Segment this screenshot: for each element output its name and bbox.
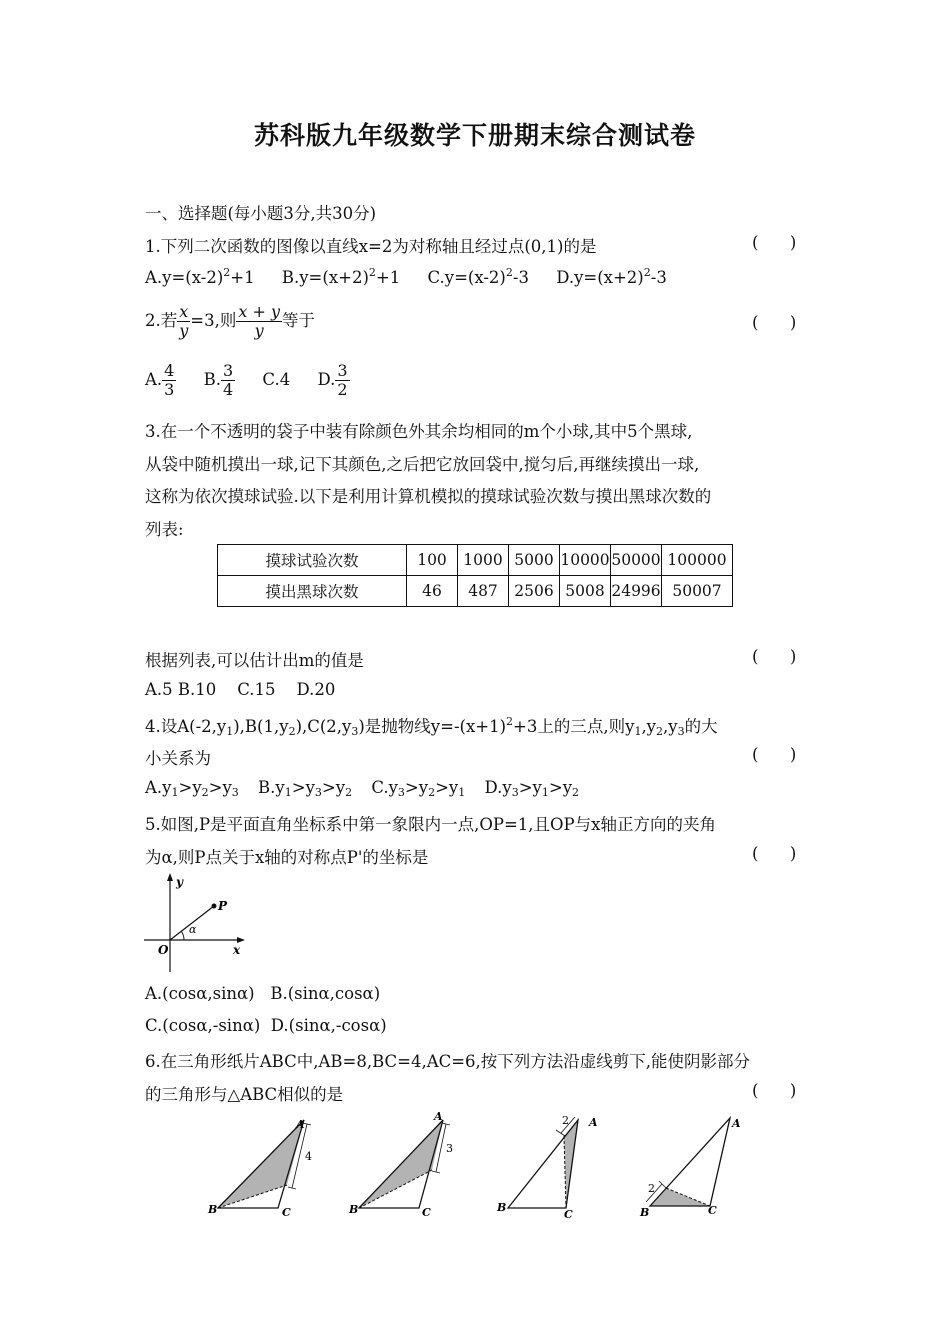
option-b: $B.y=(x+2)^2+1$ (281, 266, 401, 287)
option-d: $D.y=(x+2)^2-3$ (556, 266, 667, 287)
measure-label: 4 (305, 1150, 312, 1163)
label-x: x (233, 943, 241, 957)
option-c: $C.y=(x-2)^2-3$ (427, 266, 529, 287)
table-row (218, 576, 733, 607)
table-cell: 5000 (509, 545, 560, 576)
measure-label: 2 (648, 1182, 655, 1195)
answer-blank-3: ( ) (752, 647, 797, 666)
label-a: A (434, 1112, 443, 1123)
answer-blank-2: ( ) (752, 313, 797, 332)
option-c: $C.y_3>y_2>y_1$ (371, 778, 466, 799)
option-d: $D.y_3>y_1>y_2$ (484, 778, 580, 799)
question-4-line-2: 小关系为 (145, 749, 211, 768)
table-cell: 24996 (611, 576, 662, 607)
answer-blank-1: ( ) (752, 233, 797, 252)
triangle-figure-d (636, 1110, 756, 1220)
label-b: B (640, 1206, 650, 1219)
table-cell: 46 (407, 576, 458, 607)
angle-arc (181, 931, 184, 940)
table-cell: 10000 (560, 545, 611, 576)
table-cell: 100 (407, 545, 458, 576)
label-a: A (296, 1118, 305, 1131)
question-3-line-4: 列表: (145, 520, 184, 539)
triangle-figure-a (204, 1112, 324, 1220)
label-c: C (708, 1204, 717, 1217)
question-6-line-2: 的三角形与△ABC相似的是 (145, 1085, 344, 1104)
table-cell: 50000 (611, 545, 662, 576)
y-axis-arrow (167, 873, 173, 881)
answer-blank-5: ( ) (752, 844, 797, 863)
question-5-line-2: 为α,则P点关于x轴的对称点P'的坐标是 (145, 848, 429, 867)
point-p (212, 904, 217, 909)
label-o: O (158, 943, 169, 957)
question-3-line-1: 3.在一个不透明的袋子中装有除颜色外其余均相同的m个小球,其中5个黑球, (145, 422, 693, 441)
label-y: y (176, 875, 183, 889)
triangle-figure-c (492, 1110, 612, 1220)
table-row (218, 545, 733, 576)
label-b: B (349, 1203, 359, 1216)
measure-label: 3 (446, 1142, 453, 1155)
trial-table (217, 544, 733, 607)
label-b: B (497, 1201, 507, 1214)
label-c: C (422, 1206, 431, 1219)
coordinate-figure (140, 870, 250, 974)
label-p: P (218, 899, 228, 913)
question-1-options (145, 266, 667, 287)
table-cell: 2506 (509, 576, 560, 607)
table-row-label: 摸球试验次数 (218, 545, 407, 576)
page-title: 苏科版九年级数学下册期末综合测试卷 (253, 121, 696, 150)
question-2-options: A. $\frac{4}{3}$ B. $\frac{3}{4}$ C.4 D. $\frac{3}{2}$ (145, 361, 348, 399)
label-alpha: α (189, 923, 197, 936)
triangle-figure-b (345, 1112, 465, 1220)
measure-tick (556, 1130, 565, 1136)
option-a: $A.y=(x-2)^2+1$ (145, 266, 255, 287)
measure-tick (659, 1181, 667, 1189)
table-cell: 100000 (662, 545, 733, 576)
triangle-abc (650, 1118, 730, 1206)
label-a: A (732, 1117, 741, 1130)
question-1-text: 1.下列二次函数的图像以直线x=2为对称轴且经过点(0,1)的是 (145, 237, 597, 256)
question-6-line-1: 6.在三角形纸片ABC中,AB=8,BC=4,AC=6,按下列方法沿虚线剪下,能使阴影部分 (145, 1052, 751, 1071)
question-4-options (145, 778, 579, 799)
table-cell: 5008 (560, 576, 611, 607)
question-3-line-3: 这称为依次摸球试验.以下是利用计算机模拟的摸球试验次数与摸出黑球次数的 (145, 487, 712, 506)
label-c: C (282, 1206, 291, 1219)
answer-blank-4: ( ) (752, 745, 797, 764)
option-b: $B.y_1>y_3>y_2$ (258, 778, 353, 799)
table-cell: 1000 (458, 545, 509, 576)
question-5-line-1: 5.如图,P是平面直角坐标系中第一象限内一点,OP=1,且OP与x轴正方向的夹角 (145, 815, 716, 834)
table-cell: 50007 (662, 576, 733, 607)
question-3-line-2: 从袋中随机摸出一球,记下其颜色,之后把它放回袋中,搅匀后,再继续摸出一球, (145, 455, 700, 474)
label-a: A (589, 1116, 598, 1129)
question-4-line-1: 4.设$A(-2,y_1),B(1,y_2),C(2,y_3)$是抛物线$y=-(x+1)^2+3$上的三点,则$y_1,y_2,y_3$的大 (145, 715, 718, 738)
section-heading: 一、选择题(每小题3分,共30分) (145, 204, 377, 223)
option-a: $A.y_1>y_2>y_3$ (145, 778, 239, 799)
question-3-ask: 根据列表,可以估计出m的值是 (145, 651, 364, 670)
question-5-options-2: C.(cosα,-sinα) D.(sinα,-cosα) (145, 1016, 387, 1035)
question-2-text: 2.若 $\frac{x}{y}$ =3,则 $\frac{x + y}{y}$ 等于 (145, 302, 316, 340)
triangle-abc (218, 1120, 304, 1208)
question-5-options-1: A.(cosα,sinα) B.(sinα,cosα) (145, 984, 381, 1003)
triangle-abc (359, 1120, 443, 1208)
measure-label: 2 (562, 1114, 569, 1127)
table-row-label: 摸出黑球次数 (218, 576, 407, 607)
label-c: C (564, 1208, 573, 1220)
question-3-options: A.5 B.10 C.15 D.20 (145, 680, 336, 699)
answer-blank-6: ( ) (752, 1081, 797, 1100)
table-cell: 487 (458, 576, 509, 607)
label-b: B (208, 1203, 218, 1216)
